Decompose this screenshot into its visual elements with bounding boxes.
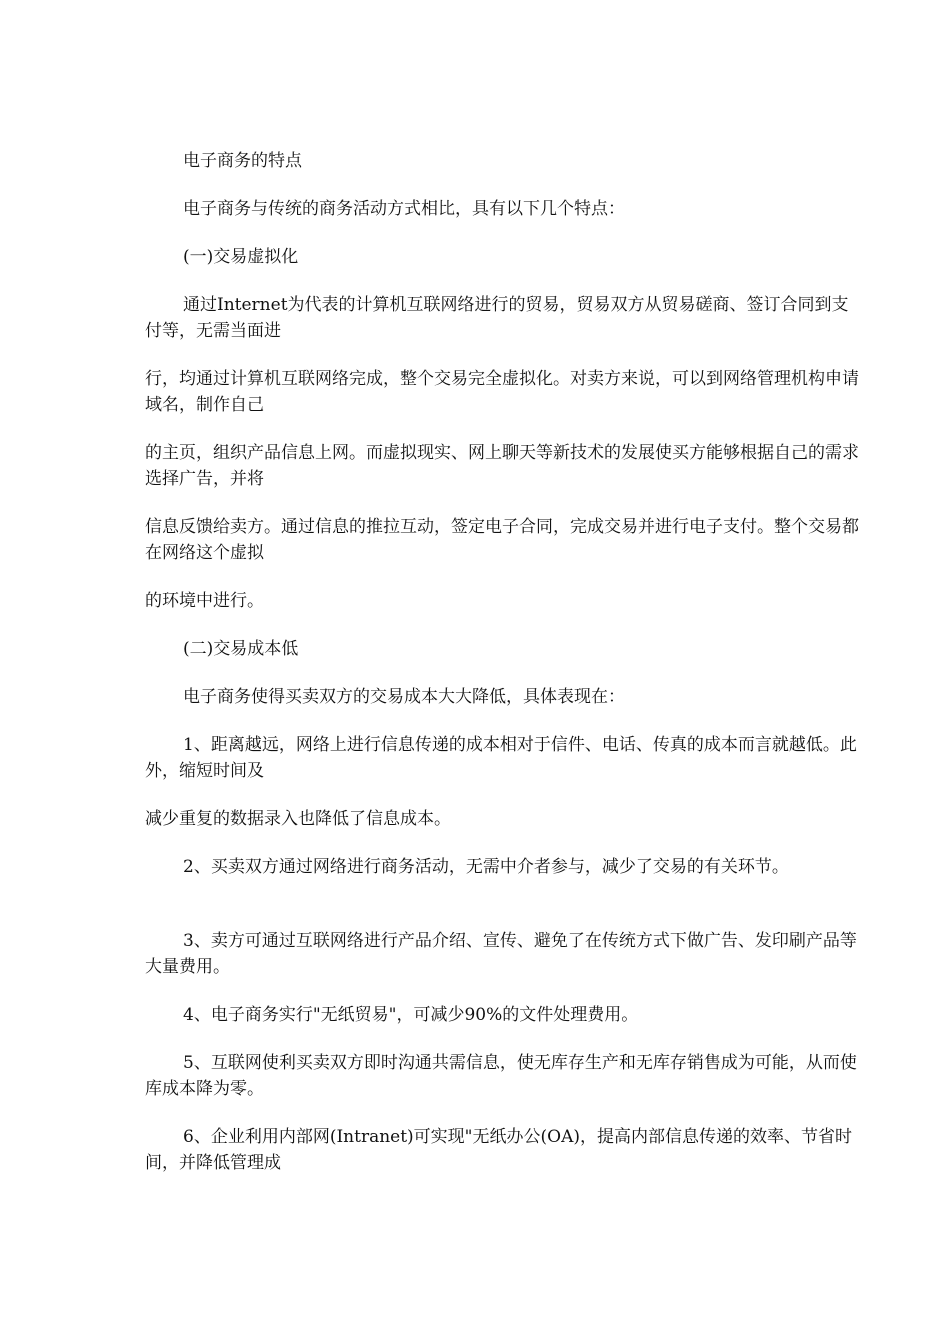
- list-item: 6、企业利用内部网(Intranet)可实现"无纸办公(OA)，提高内部信息传递的效率、节省时间，并降低管理成: [145, 1127, 852, 1173]
- paragraph: 减少重复的数据录入也降低了信息成本。: [145, 809, 451, 829]
- list-item: 3、卖方可通过互联网络进行产品介绍、宣传、避免了在传统方式下做广告、发印刷产品等大量费用。: [145, 931, 857, 977]
- paragraph: 通过Internet为代表的计算机互联网络进行的贸易，贸易双方从贸易磋商、签订合同到支付等，无需当面进: [145, 295, 849, 341]
- paragraph: 信息反馈给卖方。通过信息的推拉互动，签定电子合同，完成交易并进行电子支付。整个交易都在网络这个虚拟: [145, 517, 859, 563]
- list-item: 4、电子商务实行"无纸贸易"，可减少90%的文件处理费用。: [183, 1005, 639, 1025]
- list-item: 1、距离越远，网络上进行信息传递的成本相对于信件、电话、传真的成本而言就越低。此外，缩短时间及: [145, 735, 857, 781]
- intro-paragraph: 电子商务与传统的商务活动方式相比，具有以下几个特点：: [183, 199, 625, 219]
- subheading-virtualization: (一)交易虚拟化: [183, 247, 299, 267]
- list-item: 5、互联网使利买卖双方即时沟通共需信息，使无库存生产和无库存销售成为可能，从而使库成本降为零。: [145, 1053, 857, 1099]
- list-item: 2、买卖双方通过网络进行商务活动，无需中介者参与，减少了交易的有关环节。: [183, 857, 789, 877]
- section-title: 电子商务的特点: [183, 151, 302, 171]
- paragraph: 电子商务使得买卖双方的交易成本大大降低，具体表现在：: [183, 687, 625, 707]
- document-body: [145, 148, 865, 1198]
- subheading-low-cost: (二)交易成本低: [183, 639, 299, 659]
- paragraph: 行，均通过计算机互联网络完成，整个交易完全虚拟化。对卖方来说，可以到网络管理机构申请域名，制作自己: [145, 369, 859, 415]
- paragraph: 的环境中进行。: [145, 591, 264, 611]
- paragraph: 的主页，组织产品信息上网。而虚拟现实、网上聊天等新技术的发展使买方能够根据自己的需求选择广告，并将: [145, 443, 859, 489]
